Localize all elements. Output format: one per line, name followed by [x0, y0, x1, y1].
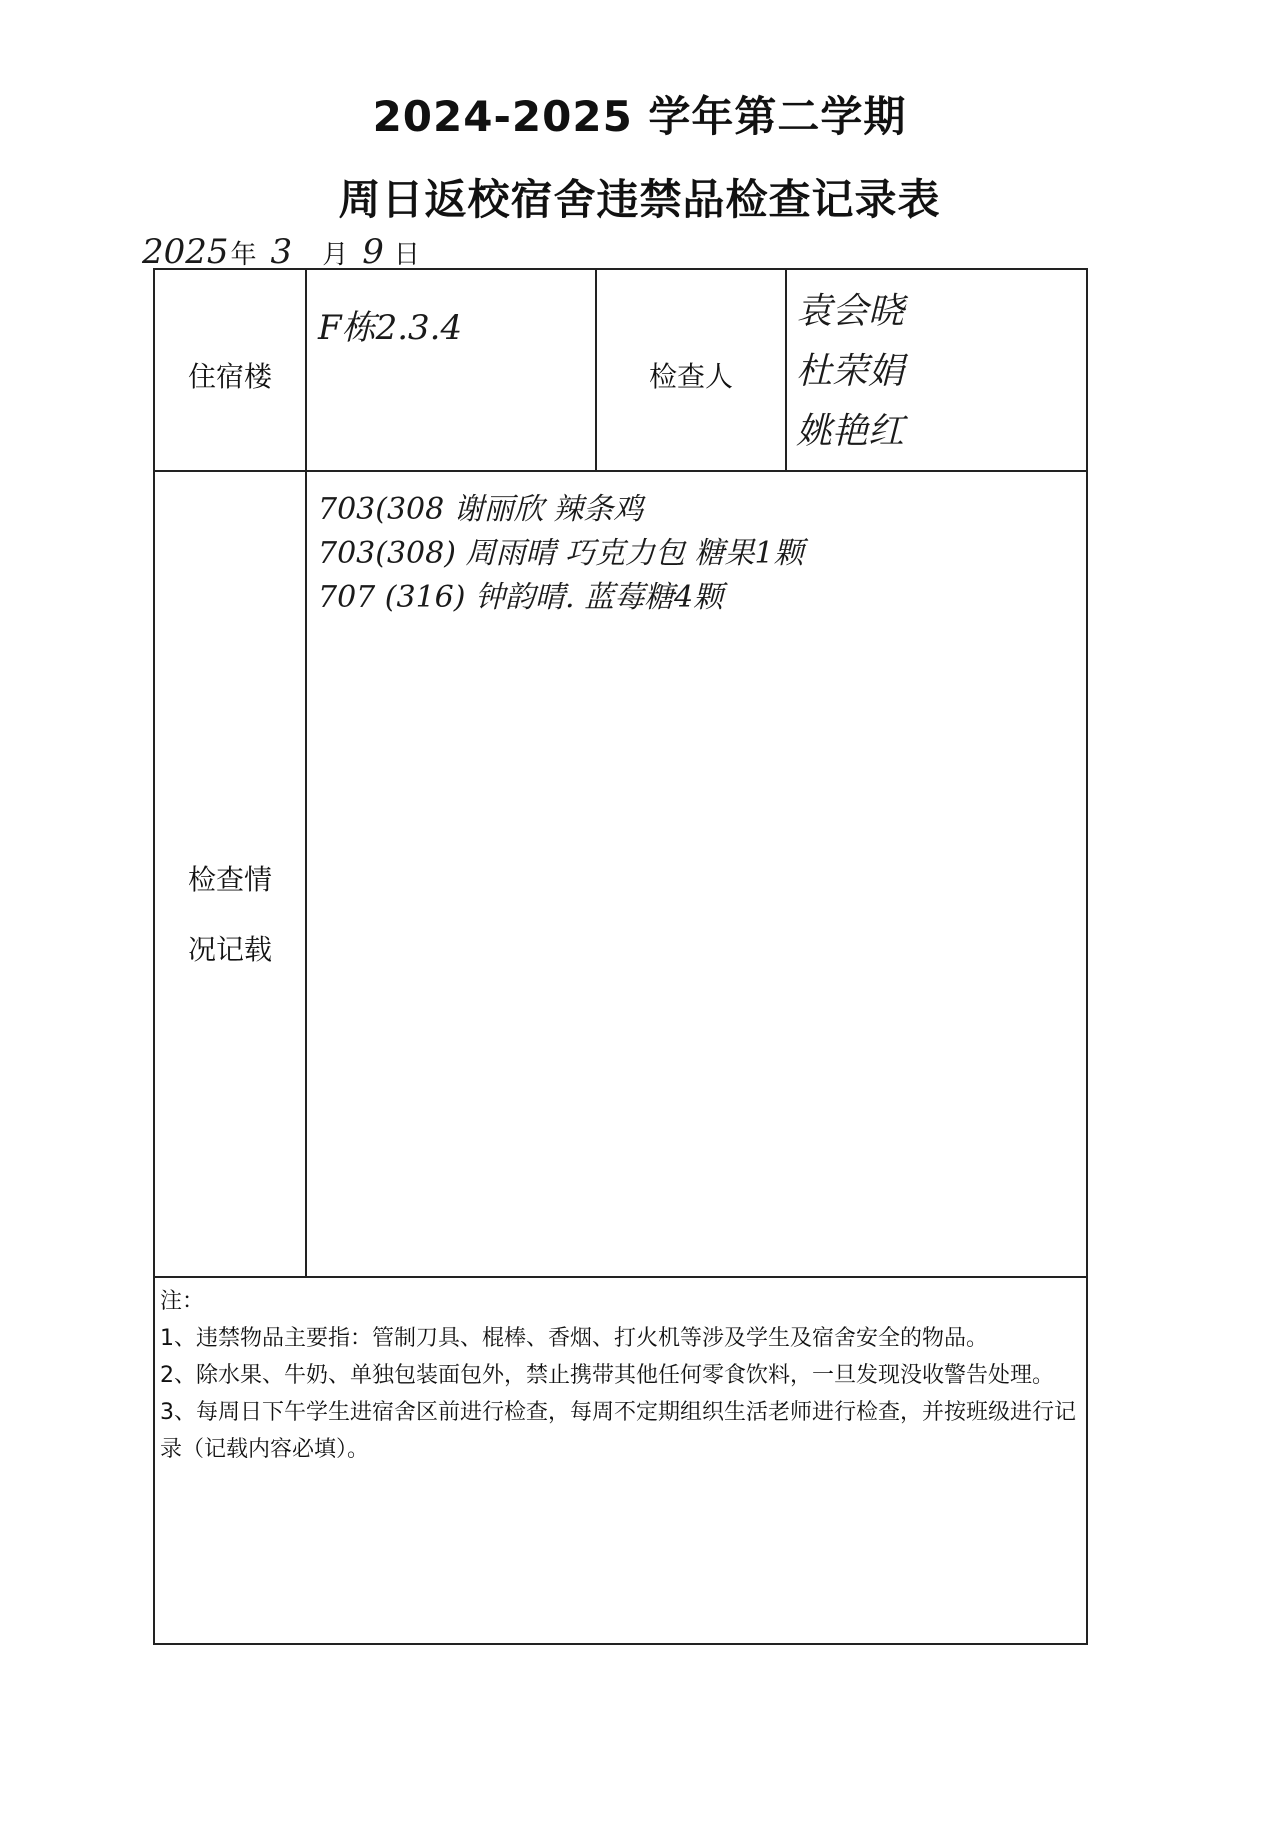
note-item: 1、违禁物品主要指：管制刀具、棍棒、香烟、打火机等涉及学生及宿舍安全的物品。 — [160, 1326, 988, 1351]
record-entry: 703(308 谢丽欣 辣条鸡 — [318, 492, 644, 527]
record-entry: 703(308) 周雨晴 巧克力包 糖果1颗 — [318, 536, 804, 571]
record-label-line2: 况记载 — [187, 933, 272, 966]
date-row — [142, 232, 426, 272]
inspector-signature: 姚艳红 — [796, 411, 905, 452]
date-month-handwritten: 3 — [270, 232, 293, 272]
date-year-unit: 年 — [230, 240, 257, 270]
document-title-term: 2024-2025 学年第二学期 — [372, 92, 907, 141]
dorm-label: 住宿楼 — [187, 360, 272, 393]
inspector-label: 检查人 — [648, 360, 733, 393]
notes-heading: 注： — [160, 1289, 205, 1314]
inspector-signatures — [796, 282, 904, 462]
notes-section — [160, 1283, 1090, 1468]
dorm-value: F栋2.3.4 — [318, 308, 463, 348]
inspector-signature: 袁会晓 — [796, 291, 905, 332]
inspection-records — [318, 488, 804, 620]
date-day-handwritten: 9 — [362, 232, 384, 272]
label-column-divider — [305, 268, 307, 1277]
note-item: 2、除水果、牛奶、单独包装面包外，禁止携带其他任何零食饮料，一旦发现没收警告处理。 — [160, 1363, 1055, 1388]
row-divider-2 — [153, 1276, 1088, 1278]
record-entry: 707 (316) 钟韵晴. 蓝莓糖4颗 — [318, 580, 724, 615]
record-label — [155, 845, 305, 985]
record-label-line1: 检查情 — [187, 863, 272, 896]
header-divider-b — [785, 268, 787, 471]
inspector-signature: 杜荣娟 — [796, 351, 905, 392]
date-year-handwritten: 2025 — [142, 232, 229, 272]
document-title-form: 周日返校宿舍违禁品检查记录表 — [338, 175, 941, 224]
date-day-unit: 日 — [393, 240, 420, 270]
row-divider-1 — [153, 470, 1088, 472]
note-item: 3、每周日下午学生进宿舍区前进行检查，每周不定期组织生活老师进行检查，并按班级进行记录（记载内容必填）。 — [160, 1400, 1077, 1462]
date-month-unit: 月 — [322, 240, 349, 270]
